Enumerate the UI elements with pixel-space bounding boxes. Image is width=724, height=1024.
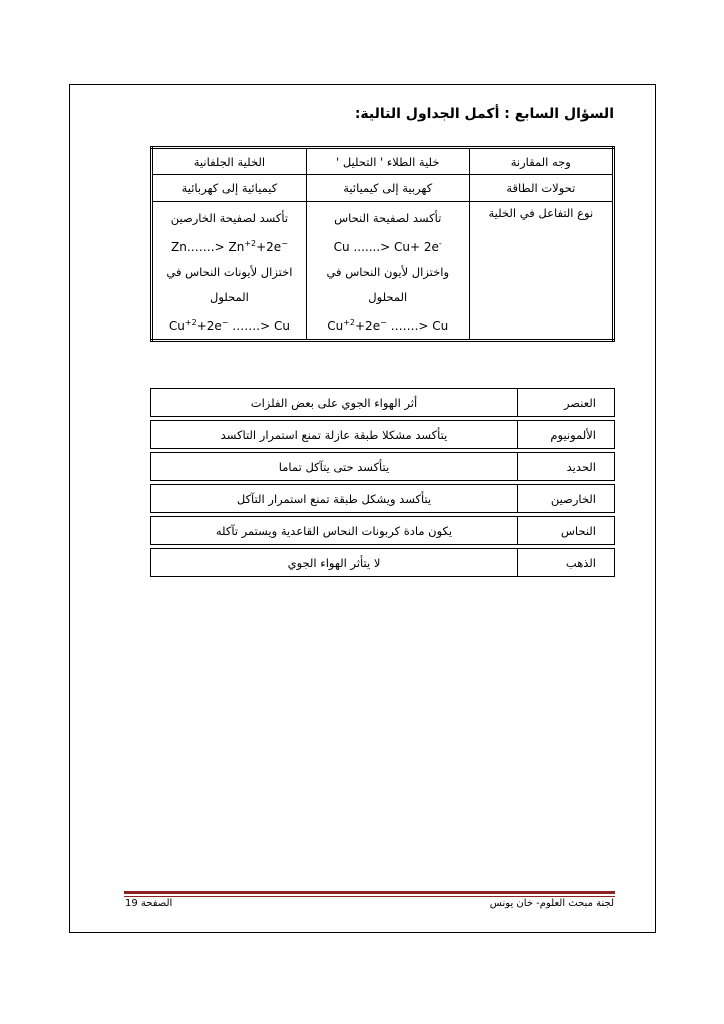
- element-cell: الحديد: [517, 452, 615, 481]
- galvanic-eq2: $Cu^{+2}+2e^-$ …….> Cu: [168, 318, 290, 333]
- metals-table: [150, 385, 615, 580]
- footer-divider: [124, 891, 615, 894]
- electrolysis-line3: واختزال لأيون النحاس في: [326, 265, 450, 279]
- footer-page-number: الصفحة 19: [125, 898, 173, 909]
- comparison-table: [150, 146, 615, 342]
- effect-cell: يتأكسد ويشكل طبقة تمنع استمرار التآكل: [150, 484, 517, 513]
- header-electrolysis-cell: خلية الطلاء ' التحليل ': [306, 148, 469, 175]
- effect-cell: أثر الهواء الجوي على بعض الفلزات: [150, 388, 517, 417]
- effect-cell: لا يتأثر الهواء الجوي: [150, 548, 517, 577]
- table-row: [150, 388, 615, 417]
- table-row: [150, 484, 615, 513]
- header-galvanic-cell: الخلية الجلفانية: [152, 148, 307, 175]
- element-cell: النحاس: [517, 516, 615, 545]
- reaction-label: نوع التفاعل في الخلية: [469, 202, 613, 341]
- galvanic-line1: تأكسد لصفيحة الخارصين: [170, 211, 289, 225]
- electrolysis-line1: تأكسد لصفيحة النحاس: [334, 211, 442, 225]
- effect-cell: يتأكسد مشكلا طبقة عازلة تمنع استمرار التاكسد: [150, 420, 517, 449]
- element-cell: الذهب: [517, 548, 615, 577]
- table-row: [150, 420, 615, 449]
- table-row: [152, 148, 614, 175]
- energy-galvanic: كيميائية إلى كهربائية: [152, 175, 307, 202]
- table-row: [152, 202, 614, 341]
- energy-electrolysis: كهربية إلى كيميائية: [306, 175, 469, 202]
- reaction-galvanic: [152, 202, 307, 341]
- electrolysis-eq1: Cu .......> Cu+ 2e-: [333, 239, 442, 254]
- element-cell: الألمونيوم: [517, 420, 615, 449]
- footer-divider-thin: [124, 896, 615, 897]
- table-row: [150, 452, 615, 481]
- question-title: السؤال السابع : أكمل الجداول التالية:: [354, 106, 614, 122]
- table-row: [150, 548, 615, 577]
- energy-label: تحولات الطاقة: [469, 175, 613, 202]
- effect-cell: يكون مادة كربونات النحاس القاعدية ويستمر تآكله: [150, 516, 517, 545]
- electrolysis-line4: المحلول: [368, 290, 408, 304]
- galvanic-eq1: Zn…….> $Zn^{+2}+2e^-$: [170, 239, 288, 254]
- footer-committee: لجنة مبحث العلوم- خان يونس: [489, 898, 614, 909]
- effect-cell: يتأكسد حتى يتآكل تماما: [150, 452, 517, 481]
- table-row: [150, 516, 615, 545]
- element-cell: العنصر: [517, 388, 615, 417]
- reaction-electrolysis: [306, 202, 469, 341]
- electrolysis-eq2: $Cu^{+2}+2e^-$ …….> Cu: [327, 318, 449, 333]
- galvanic-line3: اختزال لأيونات النحاس في: [166, 265, 293, 279]
- galvanic-line4: المحلول: [209, 290, 249, 304]
- table-row: [152, 175, 614, 202]
- header-comparison-aspect: وجه المقارنة: [469, 148, 613, 175]
- element-cell: الخارصين: [517, 484, 615, 513]
